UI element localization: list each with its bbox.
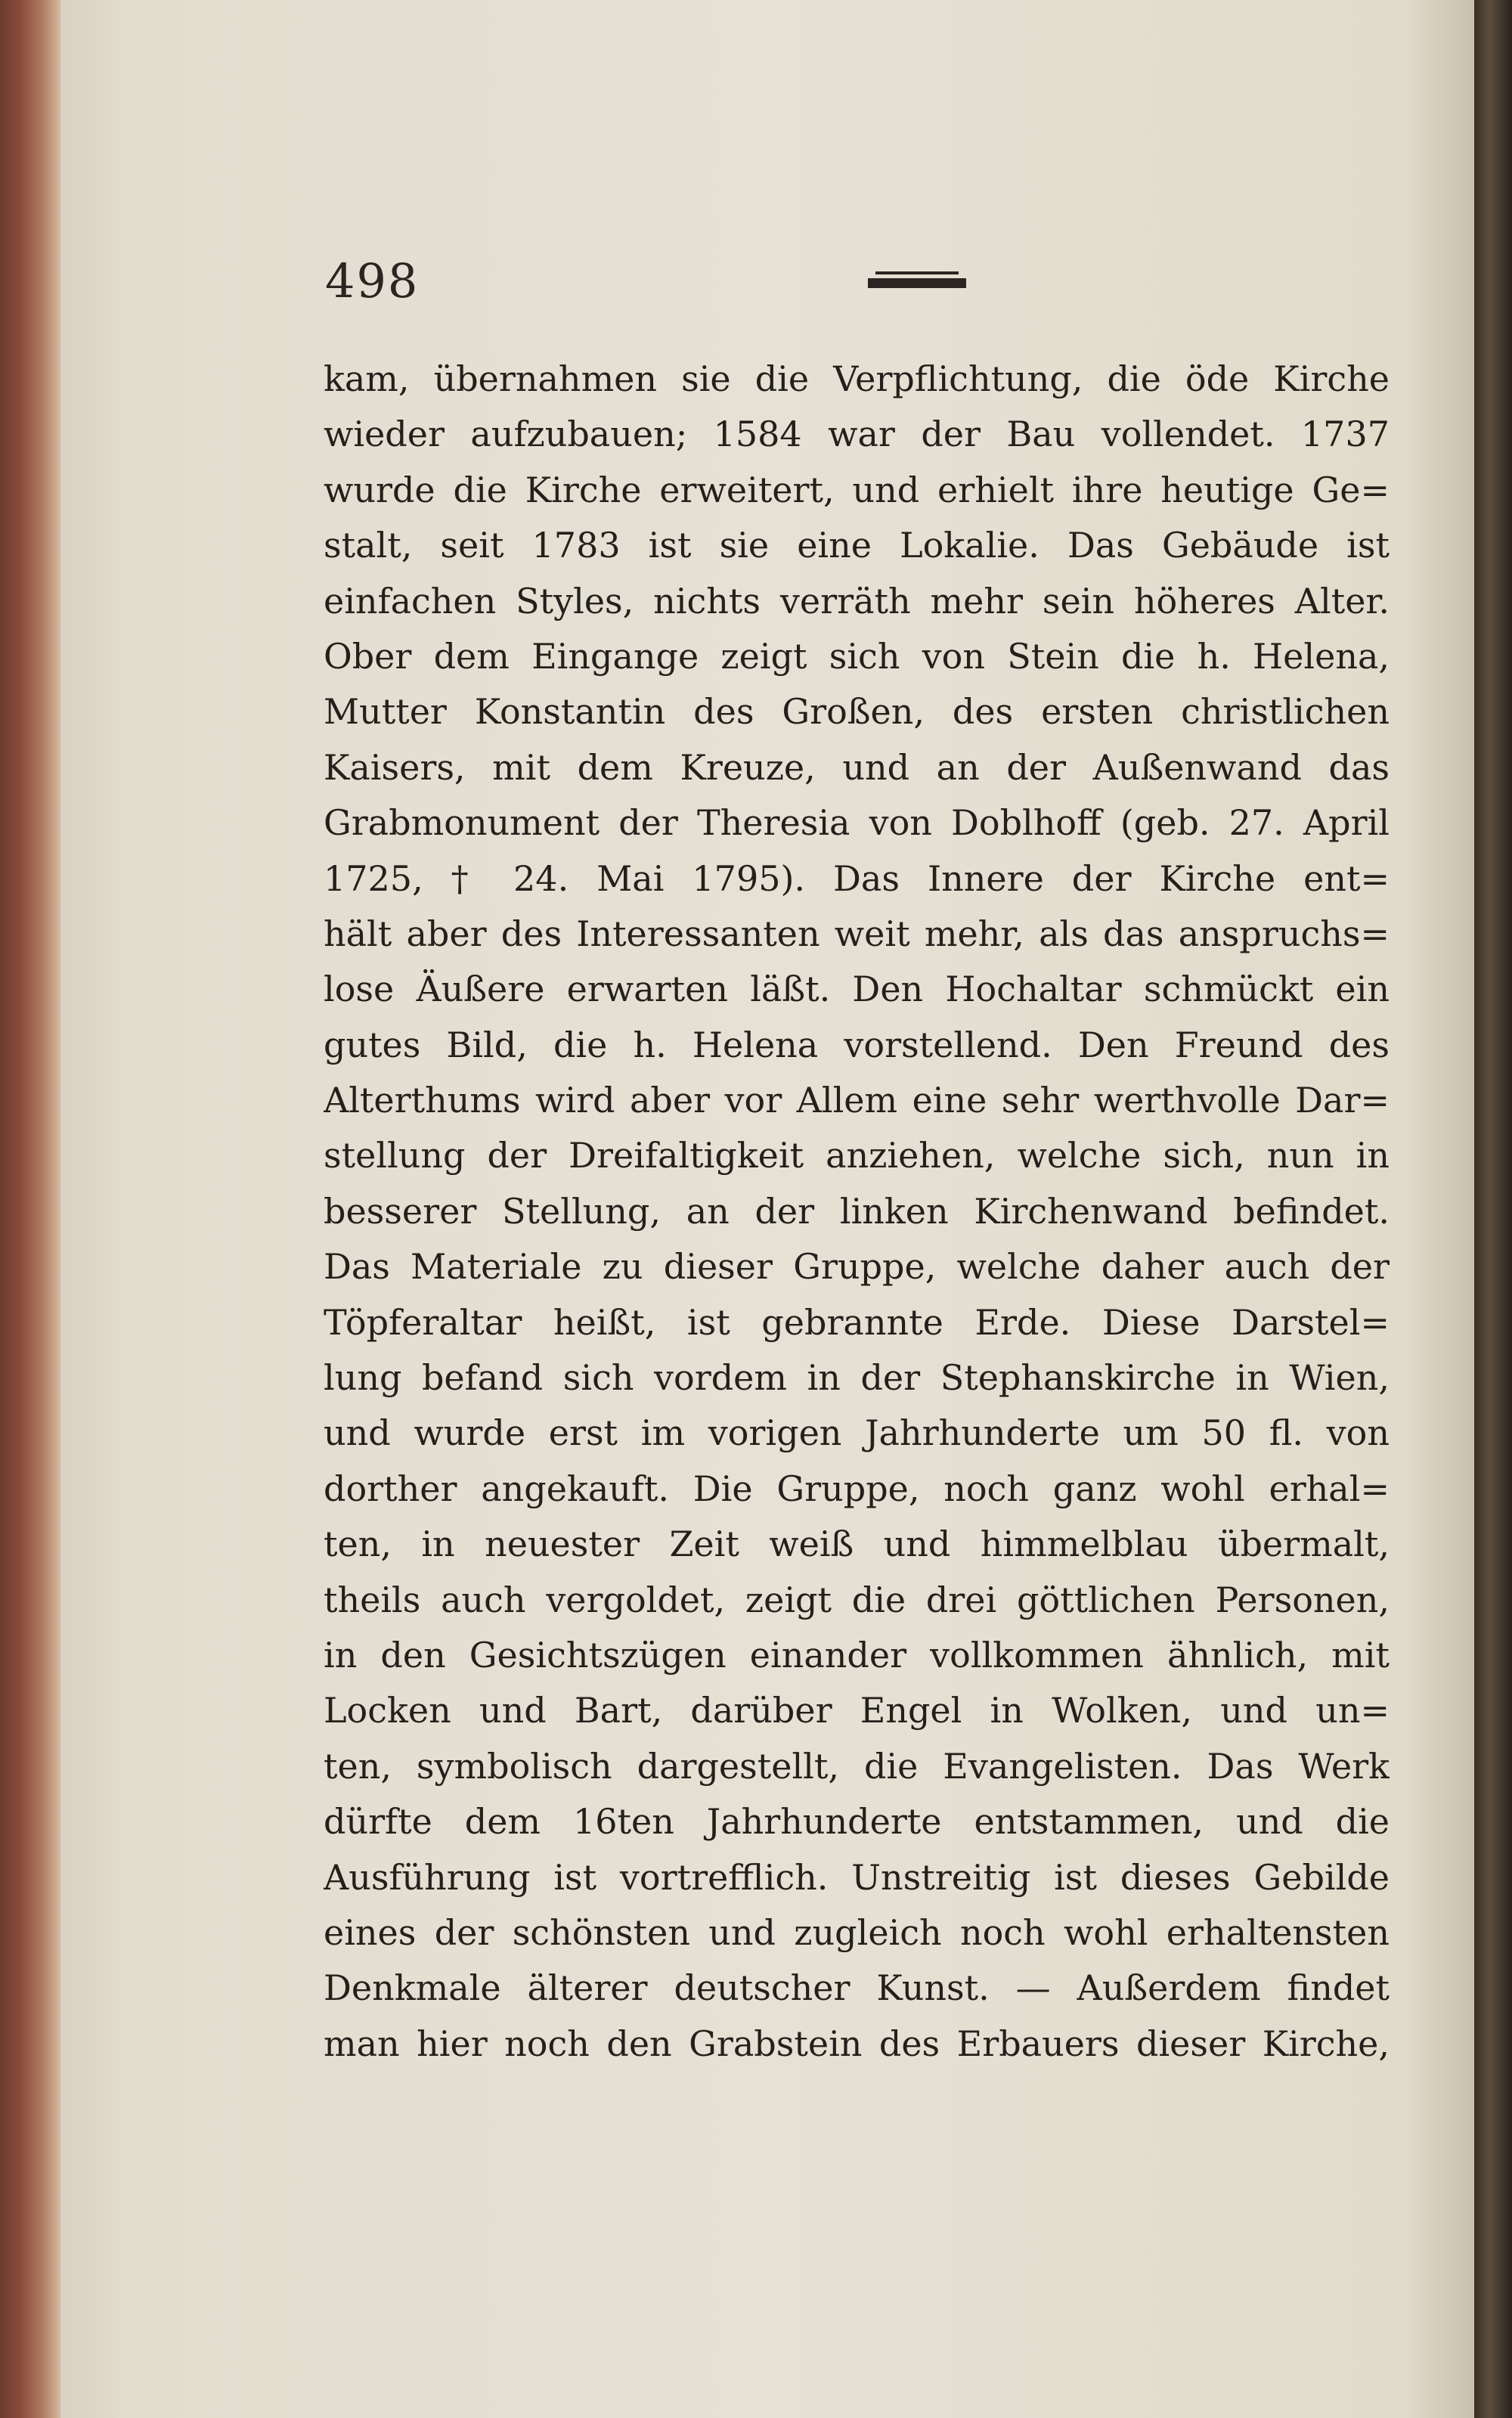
text-line: stalt, seit 1783 ist sie eine Lokalie. Das Gebäude ist xyxy=(324,525,1390,566)
text-line: Kaisers, mit dem Kreuze, und an der Außenwand das xyxy=(324,746,1390,788)
page-edge xyxy=(1474,0,1512,2418)
text-line: Locken und Bart, darüber Engel in Wolken, und un= xyxy=(324,1690,1390,1731)
text-line: man hier noch den Grabstein des Erbauers dieser Kirche, xyxy=(324,2023,1390,2064)
text-line: Ober dem Eingange zeigt sich von Stein die h. Helena, xyxy=(324,635,1390,677)
text-line: Denkmale älterer deutscher Kunst. — Außerdem findet xyxy=(324,1967,1390,2009)
text-line: wieder aufzubauen; 1584 war der Bau vollendet. 1737 xyxy=(324,414,1390,455)
text-line: wurde die Kirche erweitert, und erhielt ihre heutige Ge= xyxy=(324,469,1390,510)
text-line: Ausführung ist vortrefflich. Unstreitig ist dieses Gebilde xyxy=(324,1856,1390,1898)
text-line: gutes Bild, die h. Helena vorstellend. Den Freund des xyxy=(324,1024,1390,1065)
text-line: ten, in neuester Zeit weiß und himmelblau übermalt, xyxy=(324,1524,1390,1565)
page-number: 498 xyxy=(325,253,420,308)
text-line: besserer Stellung, an der linken Kirchenwand befindet. xyxy=(324,1190,1390,1232)
text-line: Alterthums wird aber vor Allem eine sehr werthvolle Dar= xyxy=(324,1080,1390,1121)
text-line: ten, symbolisch dargestellt, die Evangelisten. Das Werk xyxy=(324,1745,1390,1787)
text-line: einfachen Styles, nichts verräth mehr sein höheres Alter. xyxy=(324,580,1390,622)
text-line: theils auch vergoldet, zeigt die drei göttlichen Personen, xyxy=(324,1579,1390,1620)
text-line: Das Materiale zu dieser Gruppe, welche daher auch der xyxy=(324,1246,1390,1288)
text-line: hält aber des Interessanten weit mehr, als das anspruchs= xyxy=(324,913,1390,954)
text-line: stellung der Dreifaltigkeit anziehen, welche sich, nun in xyxy=(324,1135,1390,1176)
text-line: Mutter Konstantin des Großen, des ersten christlichen xyxy=(324,691,1390,733)
book-spine xyxy=(0,0,60,2418)
text-line: Töpferaltar heißt, ist gebrannte Erde. Diese Darstel= xyxy=(324,1301,1390,1343)
text-line: dürfte dem 16ten Jahrhunderte entstammen, und die xyxy=(324,1801,1390,1843)
text-line: lose Äußere erwarten läßt. Den Hochaltar schmückt ein xyxy=(324,969,1390,1010)
text-line: 1725, † 24. Mai 1795). Das Innere der Kirche ent= xyxy=(324,857,1390,899)
text-line: dorther angekauft. Die Gruppe, noch ganz wohl erhal= xyxy=(324,1468,1390,1509)
text-line: Grabmonument der Theresia von Doblhoff (geb. 27. April xyxy=(324,802,1390,844)
header-ornament-rule xyxy=(868,278,966,288)
text-line: kam, übernahmen sie die Verpflichtung, die öde Kirche xyxy=(324,358,1390,399)
text-line: und wurde erst im vorigen Jahrhunderte um 50 fl. von xyxy=(324,1412,1390,1454)
text-line: lung befand sich vordem in der Stephanskirche in Wien, xyxy=(324,1357,1390,1399)
body-text xyxy=(324,352,1390,2072)
text-line: eines der schönsten und zugleich noch wohl erhaltensten xyxy=(324,1911,1390,1953)
text-line: in den Gesichtszügen einander vollkommen ähnlich, mit xyxy=(324,1634,1390,1676)
